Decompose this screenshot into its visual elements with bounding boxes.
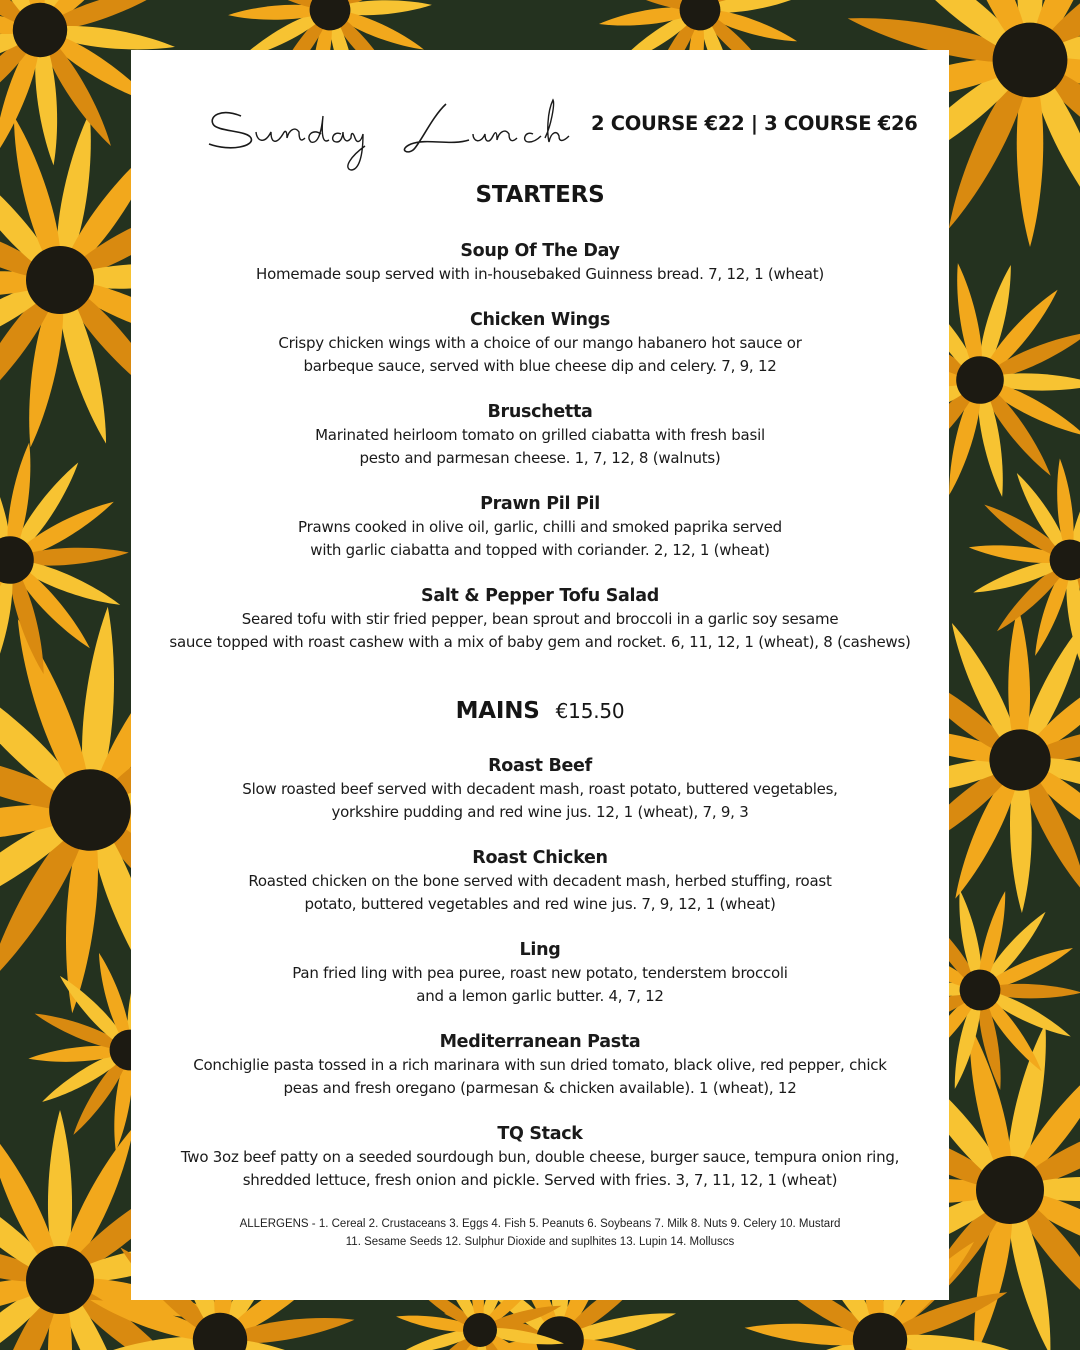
item-description: Homemade soup served with in-housebaked Guinness bread. 7, 12, 1 (wheat): [256, 265, 824, 283]
item-description: Pan fried ling with pea puree, roast new potato, tenderstem broccoli and a lemon garlic butter. 4, 7, 12: [292, 964, 788, 1005]
item-name: Chicken Wings: [469, 310, 611, 330]
item-name: Soup Of The Day: [460, 241, 620, 261]
allergens-note: ALLERGENS - 1. Cereal 2. Crustaceans 3. Eggs 4. Fish 5. Peanuts 6. Soybeans 7. Milk 8. Nuts 9. Celery 10. Mustard 11. Sesame Seeds 12. Sulphur Dioxide and suplhites 13. Lupin 14. Molluscs: [239, 1218, 841, 1248]
item-description: Two 3oz beef patty on a seeded sourdough bun, double cheese, burger sauce, tempura onion ring, shredded lettuce, fresh onion and pickle. Served with fries. 3, 7, 11, 12, 1 (wheat): [180, 1148, 900, 1189]
menu-item: [131, 584, 949, 654]
mains-list: [131, 754, 949, 1192]
flower-center: [26, 1246, 94, 1314]
item-name: Ling: [519, 940, 561, 960]
item-description: Crispy chicken wings with a choice of our mango habanero hot sauce or barbeque sauce, served with blue cheese dip and celery. 7, 9, 12: [278, 334, 802, 375]
item-name: Bruschetta: [487, 402, 593, 422]
menu-item: [131, 400, 949, 470]
item-name: Salt & Pepper Tofu Salad: [421, 586, 659, 606]
starters-heading: STARTERS: [475, 182, 605, 208]
menu-item: [131, 492, 949, 562]
menu-item: [131, 239, 949, 286]
menu-item: [131, 938, 949, 1008]
menu-item: [131, 308, 949, 378]
course-price-line: 2 COURSE €22 | 3 COURSE €26: [591, 112, 918, 135]
item-name: Roast Beef: [488, 756, 592, 776]
menu-card: [131, 50, 949, 1300]
item-description: Conchiglie pasta tossed in a rich marinara with sun dried tomato, black olive, red pepper, chick peas and fresh oregano (parmesan & chicken available). 1 (wheat), 12: [193, 1056, 887, 1097]
menu-item: [131, 754, 949, 824]
menu-item: [131, 846, 949, 916]
script-title-sunday-lunch: [201, 86, 621, 176]
menu-item: [131, 1122, 949, 1192]
item-description: Marinated heirloom tomato on grilled ciabatta with fresh basil pesto and parmesan cheese. 1, 7, 12, 8 (walnuts): [315, 426, 765, 467]
item-description: Seared tofu with stir fried pepper, bean sprout and broccoli in a garlic soy sesame sauce topped with roast cashew with a mix of baby gem and rocket. 6, 11, 12, 1 (wheat), 8 (cashews): [169, 610, 911, 651]
item-name: Prawn Pil Pil: [480, 494, 600, 514]
item-name: Mediterranean Pasta: [439, 1032, 641, 1052]
item-description: Roasted chicken on the bone served with decadent mash, herbed stuffing, roast potato, buttered vegetables and red wine jus. 7, 9, 12, 1 (wheat): [248, 872, 832, 913]
flower-center: [993, 23, 1068, 98]
item-name: TQ Stack: [497, 1124, 583, 1144]
item-description: Slow roasted beef served with decadent mash, roast potato, buttered vegetables, yorkshire pudding and red wine jus. 12, 1 (wheat), 7, 9, 3: [242, 780, 838, 821]
item-name: Roast Chicken: [472, 848, 608, 868]
item-description: Prawns cooked in olive oil, garlic, chilli and smoked paprika served with garlic ciabatta and topped with coriander. 2, 12, 1 (wheat): [298, 518, 782, 559]
starters-list: [131, 239, 949, 654]
menu-item: [131, 1030, 949, 1100]
mains-title: MAINS: [455, 698, 540, 724]
mains-heading: [131, 698, 949, 724]
mains-price: €15.50: [555, 699, 625, 723]
